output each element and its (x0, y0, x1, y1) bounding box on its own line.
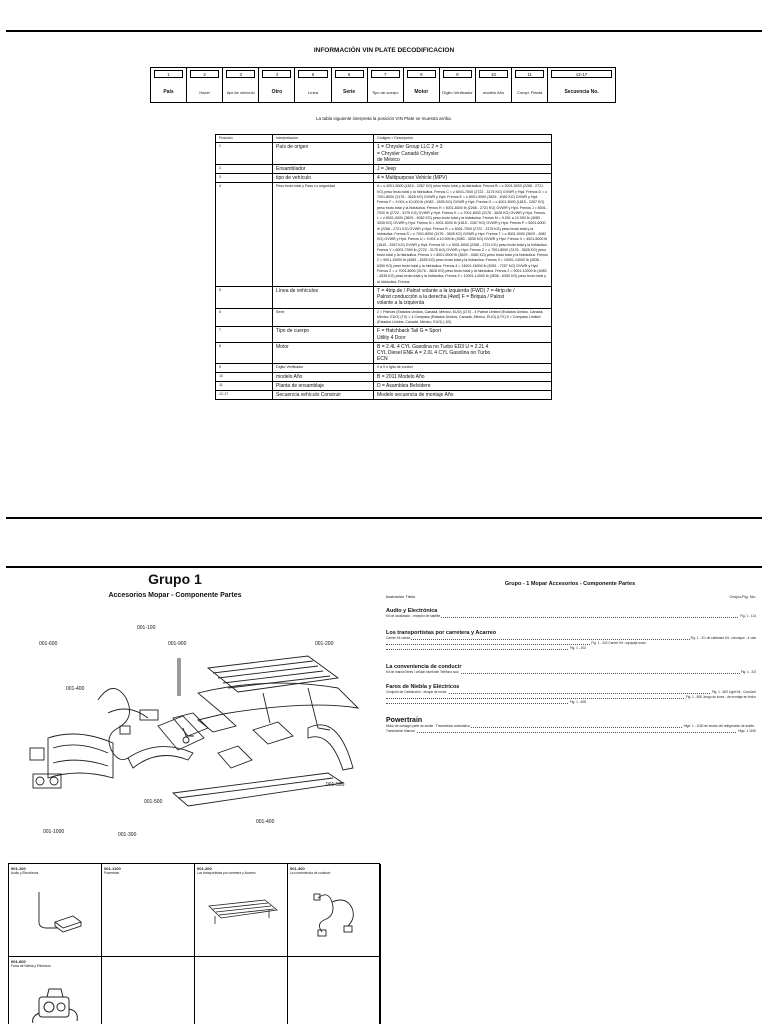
grid-cell-code: 001-600 (11, 959, 26, 964)
wiring-harness-thumb (308, 886, 364, 942)
table-cell-interp: Peso bruto total y Paso Lo seguridad (273, 183, 374, 287)
index-line-right: Fig. 1 - 602 Light Kit - Conducir (711, 690, 756, 694)
grid-cell (102, 864, 195, 957)
index-line-left: Motor de carriage-parte de aceite - Transmisión automática (386, 724, 470, 728)
vin-position-number: 5 (298, 70, 327, 78)
thumbnail-grid (8, 863, 380, 1024)
vin-position-column (187, 68, 223, 102)
index-line-left: Kit de localizador - receptor de satélite (386, 614, 441, 618)
table-cell-pos: 3 (216, 174, 273, 183)
page-bottom-rule (6, 517, 762, 519)
grid-cell-code: 001-200 (197, 866, 212, 871)
vin-position-column (295, 68, 331, 102)
vin-position-label: Línea (307, 89, 318, 95)
index-header (386, 594, 756, 599)
table-cell-codes: B = 2.4L 4 CYL Gasolina no Turbo ED3 U = 2.2L 4 CYL Diesel ENE A = 2.0L 4 CYL Gasolina no Turbo ECN (374, 342, 552, 364)
group-title: Grupo 1 (148, 571, 202, 587)
table-cell-pos: 7 (216, 327, 273, 342)
index-line-left: Kit de manos libres / celular bluetooth Teléfono soul (386, 670, 459, 674)
table-cell-codes: D = Asamblea Belvidere (374, 381, 552, 390)
table-header-cell: Interpretación (273, 135, 374, 143)
index-line (386, 729, 756, 734)
grid-cell-empty (288, 957, 381, 1024)
table-cell-pos: 6 (216, 308, 273, 327)
table-header-row (216, 135, 552, 143)
page-top-rule (6, 30, 762, 32)
vin-decode-table (215, 134, 552, 400)
index-section-heading: Los transportistas por carretera y Acarreo (386, 630, 497, 636)
index-section-heading: La conveniencia de conducir (386, 664, 462, 670)
index-line-left: Carrier Kit carrea (386, 636, 411, 640)
table-cell-pos: 9 (216, 364, 273, 372)
vin-position-number: 7 (371, 70, 400, 78)
fog-lamp-thumb (27, 983, 87, 1024)
index-section (386, 664, 756, 675)
index-header-left: Ilustración Título (386, 594, 416, 599)
table-cell-pos: 4 (216, 183, 273, 287)
index-section (386, 717, 756, 734)
grid-cell (288, 864, 381, 957)
table-row (216, 164, 552, 173)
leader-dots (386, 617, 756, 618)
index-section-heading: Faros de Niebla y Eléctricos (386, 684, 460, 690)
callout-label: 001-400 (256, 819, 275, 825)
vin-position-label: modelo Año (482, 89, 505, 95)
grid-cell-desc: La conveniencia de conducir (290, 871, 331, 875)
grid-cell (9, 864, 102, 957)
grid-cell-desc: Faros de Niebla y Eléctricos (11, 964, 51, 968)
index-line-right: Hige. 1 - 1150 de tmotor del refrigerador de aceite - (683, 724, 756, 728)
vin-position-number: 1 (154, 70, 183, 78)
index-line-left: Transmisión Manual (386, 729, 415, 733)
index-line (386, 700, 756, 705)
table-cell-interp: Dígito Verificador (273, 364, 374, 372)
index-line-right: Fig. 1 - 202 (569, 646, 586, 650)
table-row (216, 364, 552, 372)
parts-diagram-graphic (8, 618, 380, 850)
table-row (216, 308, 552, 327)
vin-position-label: Motor (414, 88, 429, 95)
vin-position-number: 12-17 (551, 70, 612, 78)
vin-position-label: Otro (271, 88, 283, 95)
vin-position-label: Tipo de cuerpo (371, 89, 399, 95)
vin-position-number: 9 (443, 70, 472, 78)
index-line-right: Fig. 1 - 608 (569, 700, 586, 704)
table-cell-pos: 2 (216, 164, 273, 173)
callout-label: 001-900 (168, 641, 187, 647)
vin-position-label: Compl. Planta (517, 89, 543, 95)
vin-position-label: Dígito Verificador (442, 89, 473, 95)
grid-cell-code: 001-1100 (104, 866, 121, 871)
index-section (386, 684, 756, 705)
vin-position-number: 10 (479, 70, 508, 78)
table-cell-codes: 1 = Chrysler Group LLC 2 = 3 = Chrysler Canadá Chrysler de México (374, 143, 552, 165)
table-cell-codes: J = Jeep (374, 164, 552, 173)
vin-position-label: Secuencia No. (564, 88, 599, 95)
callout-label: 001-600 (39, 641, 58, 647)
grid-cell-desc: Powertrain (104, 871, 120, 875)
table-cell-interp: Planta de ensamblaje (273, 381, 374, 390)
vin-position-column (259, 68, 295, 102)
table-row (216, 381, 552, 390)
vin-position-label: tipo de vehículo (226, 89, 255, 95)
index-line (386, 614, 756, 619)
table-cell-interp: Tipo de cuerpo (273, 327, 374, 342)
table-row (216, 372, 552, 381)
leader-dots (386, 649, 586, 650)
table-cell-interp: Motor (273, 342, 374, 364)
index-section (386, 608, 756, 619)
grid-cell (9, 957, 102, 1024)
vin-position-number: 11 (515, 70, 544, 78)
vin-plate-diagram (150, 67, 616, 103)
vin-position-label: Serie (342, 88, 356, 95)
vin-position-number: 4 (262, 70, 291, 78)
table-cell-interp: tipo de vehículo (273, 174, 374, 183)
vin-position-number: 3 (226, 70, 255, 78)
table-header-cell: Posición (216, 135, 273, 143)
table-cell-codes: T = 4trip.de / Palnst volante a la izquierda (FWD) 7 = 4trip.de / Palnst conducción a la derecha (4wd) F = Briquia / Palnst volante a la izquierda (374, 286, 552, 308)
index-line (386, 670, 756, 675)
callout-label: 001-500 (144, 799, 163, 805)
table-cell-codes: 4 = Multipurpose Vehicle (MPV) (374, 174, 552, 183)
index-section-heading: Powertrain (386, 717, 423, 724)
vin-position-column (151, 68, 187, 102)
table-cell-codes: F = Hatchback Tail G = Sport Utility 4 Door (374, 327, 552, 342)
index-line-right: Fig. 1 - 608 Juego de luces - de montaje en techo (685, 695, 756, 699)
table-cell-pos: 10 (216, 372, 273, 381)
grid-cell-code: 001-100 (11, 866, 26, 871)
table-cell-pos: 1 (216, 143, 273, 165)
table-cell-pos: 8 (216, 342, 273, 364)
satellite-kit-thumb (27, 882, 87, 942)
table-cell-pos: 11 (216, 381, 273, 390)
table-cell-pos: 12-17 (216, 391, 273, 400)
table-cell-interp: Línea de vehículos (273, 286, 374, 308)
vin-position-number: 2 (190, 70, 219, 78)
callout-label: 001-500 (326, 782, 345, 788)
roof-rack-thumb (205, 892, 281, 932)
callout-label: 001-100 (137, 625, 156, 631)
index-line-right: Fig. 1 - 342 Carrier Kit - equipaje sucio (591, 641, 646, 645)
table-row (216, 183, 552, 287)
table-row (216, 342, 552, 364)
vin-position-column (440, 68, 476, 102)
vin-position-label: Hacer (199, 89, 210, 95)
parts-illustration (8, 618, 380, 850)
index-line (386, 646, 756, 651)
grid-cell-desc: Audio y Electrónica (11, 871, 39, 875)
vin-position-column (332, 68, 368, 102)
vin-position-label: País (163, 88, 174, 95)
vin-position-column (404, 68, 440, 102)
vin-position-number: 6 (335, 70, 364, 78)
grid-cell-desc: Los transportistas por carretera y Acarreo (197, 871, 256, 875)
table-cell-pos: 5 (216, 286, 273, 308)
grid-cell-empty (102, 957, 195, 1024)
vin-position-column (512, 68, 548, 102)
index-line-right: Fig. 1 - 2/3 (740, 670, 756, 674)
table-cell-codes: Modelo secuencia de montaje Año (374, 391, 552, 400)
grid-cell-empty (195, 957, 288, 1024)
callout-label: 001-300 (118, 832, 137, 838)
table-cell-codes: B = 2011 Modelo Año (374, 372, 552, 381)
grid-cell-code: 001-300 (290, 866, 305, 871)
table-header-cell: Códigos = Descripción (374, 135, 552, 143)
leader-dots (386, 732, 756, 733)
index-line-left: Conjunto de Calefacción - bloque de motor (386, 690, 447, 694)
table-cell-interp: Secuencia vehículo Construir (273, 391, 374, 400)
table-cell-interp: Serie (273, 308, 374, 327)
index-line-right: Fig. 1 - 114 (740, 614, 756, 618)
vin-position-column (368, 68, 404, 102)
index-section (386, 630, 756, 651)
table-cell-interp: modelo Año (273, 372, 374, 381)
grid-cell (195, 864, 288, 957)
table-row (216, 286, 552, 308)
vin-position-column (476, 68, 512, 102)
callout-label: 001-400 (66, 686, 85, 692)
table-cell-codes: A = ≤ 4001-5000 (1815 - 2267 KG) peso bruto total y la hidráulica. Frenos B = ≥ 5001-5000 (2268 - 2721 KG) peso bruto total y la hidráulica. Frenos C = ≥ 6001-7000 (2722 - 3175 KG) GVWR y Hyd. Frenos D = ≥ 7001-8000 (3176 - 3628 KG) GVWR y Hyd. Frenos E = ≥ 8001-9000 (3629 - 4082 KG) GVWR y Hyd. Frenos F = 9.001 a 10.000 lb (4083 - 4535 KG) GVWR y Hyd. Frenos G = ≤ 4001-5000 (1815 - 2267 KG) peso bruto total y la hidráulica. Frenos H = 5001-6000 lb (2268 - 2721 KG) GVWR y Hyd. Frenos J = 6001-7000 lb (2722 - 3175 KG) GVWR y Hyd. Frenos K = ≥ 7001-8000 (3176 - 3628 KG) GVWR y Hyd. Frenos L = ≥ 8001-9000 (3629 - 4082 KG) peso bruto total y la hidráulica. Frenos M = 9.001 a 10.000 lb (4083 - 4535 KG) GVWR y Hyd. Frenos N = 4001-5000 lb (1815 - 2267 KG) GVWR y Hyd. Frenos P = 5001-6000 lb (2268 - 2721 KG) GVWR y Hyd. Frenos R = ≥ 6001-7000 (2722 - 3175 KG) peso bruto total y la hidráulica. Frenos S = ≥ 7001-8000 (3176 - 3628 KG) GVWR y Hyd. Frenos T = ≥ 8001-9000 (3629 - 4082 KG) GVWR y Hyd. Frenos U = 9.001 a 10.000 lb (4083 - 4535 KG) GVWR y Hyd. Frenos V = 4001-5000 lb (1815 - 2267 KG) GVWR y Hyd. Frenos W = ≥ 5001-6000 (2268 - 2721 KG) peso bruto total y la hidráulica. Frenos Y = 6001-7000 lb (2722 - 3175 KG) GVWR y Hyd. Frenos Z = ≥ 7001-8000 (3176 - 3628 KG) peso bruto total y la hidráulica. Frenos 1 = 8001-9000 lb (3629 - 4082 KG) peso bruto total y la hidráulica. Frenos 2 = 9001-10000 lb (4083 - 4535 KG) peso bruto total y la hidráulica. Frenos 3 = 10001-14000 lb (4536 - 6350 KG) peso bruto total y la hidráulica. Frenos 4 = 14001-16000 lb (6351 - 7257 KG) GVWR y Hyd. Frenos Z = ≥ 7001-8000 (3176 - 3628 KG) peso bruto total y la hidráulica. Frenos 2 = 9001-10000 lb (4083 - 4535 KG) peso bruto total y la hidráulica. Frenos 3 = 10001-14000 lb (4536 - 6350 KG) peso bruto total y la hidráulica. Frenos (374, 183, 552, 287)
group-subtitle: Accesorios Mopar - Componente Partes (108, 592, 242, 599)
table-cell-codes: 2 = Patriots (Estados Unidos, Canadá, México, EUO) (LTX) - 4 Patriot Limited (Estados Unidos, Canadá, México, EUO) (TX) = 4 Compass (Estados Unidos, Canadá, México, EUO) (LTX) 5 = Compass Limited (Estados Unidos, Canadá, México, EUO) (-6X) (374, 308, 552, 327)
vin-table-note: La tabla siguiente interpreta la posición VIN Plate se muestra arriba. (316, 116, 452, 121)
vin-plate-title: INFORMACIÓN VIN PLATE DECODIFICACION (313, 47, 455, 54)
vin-position-column (223, 68, 259, 102)
index-line-right: Hige. 1 1150 (738, 729, 756, 733)
table-cell-interp: País de origen (273, 143, 374, 165)
index-line-right: Fig. 1 - 2/1 de cableado Kit - remolque - 4 vias (690, 636, 756, 640)
table-cell-interp: Ensamblador (273, 164, 374, 173)
index-header-right: Grupo-Fig. No. (729, 594, 756, 599)
callout-label: 001-1000 (43, 829, 65, 835)
vin-position-column (548, 68, 615, 102)
table-cell-codes: 0 a 9 ó Ígito de control (374, 364, 552, 372)
vin-position-number: 8 (407, 70, 436, 78)
table-row (216, 327, 552, 342)
table-row (216, 174, 552, 183)
index-section-heading: Audio y Electrónica (386, 608, 438, 614)
page2-top-rule (6, 566, 762, 568)
index-title: Grupo - 1 Mopar Accesorios - Componente Partes (504, 581, 636, 587)
table-row (216, 391, 552, 400)
leader-dots (386, 703, 586, 704)
table-row (216, 143, 552, 165)
callout-label: 001-200 (315, 641, 334, 647)
